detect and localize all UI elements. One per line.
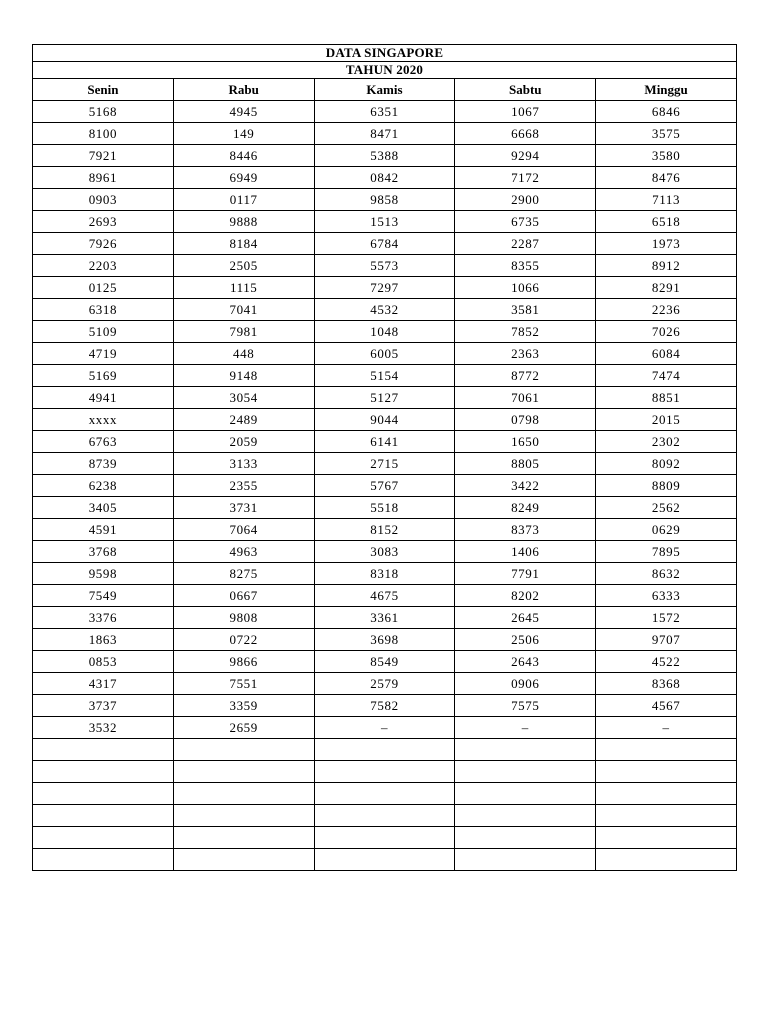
table-cell-kamis: 8318 (314, 563, 455, 585)
table-cell-minggu (596, 739, 737, 761)
table-cell-sabtu: 8772 (455, 365, 596, 387)
table-cell-sabtu: 1406 (455, 541, 596, 563)
table-cell-rabu: 2505 (173, 255, 314, 277)
table-cell-minggu: 9707 (596, 629, 737, 651)
table-cell-minggu: 7474 (596, 365, 737, 387)
table-cell-senin: 6318 (33, 299, 174, 321)
table-cell-kamis (314, 783, 455, 805)
table-cell-kamis: 4532 (314, 299, 455, 321)
table-cell-senin: 7549 (33, 585, 174, 607)
table-cell-senin: 4591 (33, 519, 174, 541)
column-header-sabtu: Sabtu (455, 79, 596, 101)
table-cell-kamis: 2715 (314, 453, 455, 475)
table-cell-senin (33, 783, 174, 805)
table-cell-sabtu: 7172 (455, 167, 596, 189)
column-header-senin: Senin (33, 79, 174, 101)
table-cell-minggu: 8092 (596, 453, 737, 475)
table-cell-sabtu: 2643 (455, 651, 596, 673)
table-cell-rabu (173, 761, 314, 783)
table-cell-minggu: 3575 (596, 123, 737, 145)
table-cell-kamis: 2579 (314, 673, 455, 695)
table-row (33, 453, 737, 475)
table-row (33, 123, 737, 145)
table-cell-senin: 0125 (33, 277, 174, 299)
table-cell-kamis: 5388 (314, 145, 455, 167)
table-cell-senin: xxxx (33, 409, 174, 431)
table-row (33, 475, 737, 497)
table-cell-rabu: 3359 (173, 695, 314, 717)
table-cell-senin: 7921 (33, 145, 174, 167)
table-cell-senin: 8100 (33, 123, 174, 145)
table-cell-kamis: 8549 (314, 651, 455, 673)
table-cell-minggu: 3580 (596, 145, 737, 167)
table-cell-sabtu (455, 805, 596, 827)
table-cell-sabtu: 3581 (455, 299, 596, 321)
table-row (33, 233, 737, 255)
table-row (33, 519, 737, 541)
table-cell-kamis (314, 849, 455, 871)
table-cell-senin: 5168 (33, 101, 174, 123)
table-row (33, 739, 737, 761)
table-cell-minggu: 7113 (596, 189, 737, 211)
table-cell-rabu: 2059 (173, 431, 314, 453)
table-cell-kamis: 5573 (314, 255, 455, 277)
table-cell-kamis (314, 805, 455, 827)
table-cell-kamis: – (314, 717, 455, 739)
table-cell-kamis (314, 739, 455, 761)
table-row (33, 211, 737, 233)
table-cell-kamis: 5154 (314, 365, 455, 387)
table-cell-minggu: 2562 (596, 497, 737, 519)
table-cell-senin: 5109 (33, 321, 174, 343)
table-cell-sabtu (455, 761, 596, 783)
table-cell-rabu: 6949 (173, 167, 314, 189)
table-cell-minggu: – (596, 717, 737, 739)
table-cell-minggu (596, 805, 737, 827)
table-cell-rabu (173, 739, 314, 761)
table-cell-rabu: 2659 (173, 717, 314, 739)
table-cell-sabtu: 2363 (455, 343, 596, 365)
table-row (33, 145, 737, 167)
table-cell-minggu (596, 827, 737, 849)
table-cell-rabu (173, 849, 314, 871)
table-cell-sabtu: 3422 (455, 475, 596, 497)
table-cell-sabtu: 0906 (455, 673, 596, 695)
table-cell-minggu: 8476 (596, 167, 737, 189)
table-cell-rabu: 4963 (173, 541, 314, 563)
table-cell-kamis: 4675 (314, 585, 455, 607)
table-cell-senin: 1863 (33, 629, 174, 651)
table-cell-rabu: 7981 (173, 321, 314, 343)
table-cell-rabu (173, 805, 314, 827)
table-cell-senin: 9598 (33, 563, 174, 585)
table-cell-sabtu: 7575 (455, 695, 596, 717)
table-cell-senin: 6763 (33, 431, 174, 453)
table-cell-kamis: 8471 (314, 123, 455, 145)
document-sheet (32, 44, 736, 871)
table-cell-senin: 3405 (33, 497, 174, 519)
table-cell-rabu: 7064 (173, 519, 314, 541)
table-cell-sabtu: 6668 (455, 123, 596, 145)
table-row (33, 805, 737, 827)
table-cell-senin: 4941 (33, 387, 174, 409)
table-cell-sabtu: 7791 (455, 563, 596, 585)
table-cell-rabu: 7551 (173, 673, 314, 695)
table-cell-sabtu: 8373 (455, 519, 596, 541)
table-row (33, 563, 737, 585)
table-cell-kamis: 0842 (314, 167, 455, 189)
table-cell-senin (33, 827, 174, 849)
table-cell-kamis: 5127 (314, 387, 455, 409)
table-cell-senin: 2203 (33, 255, 174, 277)
table-row (33, 849, 737, 871)
table-cell-minggu: 1973 (596, 233, 737, 255)
table-row (33, 365, 737, 387)
table-cell-rabu (173, 783, 314, 805)
table-cell-rabu: 9148 (173, 365, 314, 387)
table-cell-minggu: 1572 (596, 607, 737, 629)
table-cell-rabu: 0117 (173, 189, 314, 211)
table-row (33, 321, 737, 343)
table-cell-rabu: 8275 (173, 563, 314, 585)
table-cell-senin: 0903 (33, 189, 174, 211)
table-cell-minggu: 2015 (596, 409, 737, 431)
table-title: DATA SINGAPORE (33, 45, 737, 62)
table-row (33, 409, 737, 431)
table-cell-sabtu: 7852 (455, 321, 596, 343)
table-cell-rabu: 4945 (173, 101, 314, 123)
table-cell-rabu: 7041 (173, 299, 314, 321)
table-cell-sabtu: 1650 (455, 431, 596, 453)
table-cell-minggu: 7026 (596, 321, 737, 343)
table-cell-kamis: 6784 (314, 233, 455, 255)
table-cell-minggu: 8291 (596, 277, 737, 299)
table-row (33, 717, 737, 739)
table-cell-kamis (314, 827, 455, 849)
column-header-minggu: Minggu (596, 79, 737, 101)
table-cell-rabu: 0667 (173, 585, 314, 607)
table-row (33, 695, 737, 717)
table-cell-kamis: 6351 (314, 101, 455, 123)
table-cell-minggu: 8368 (596, 673, 737, 695)
table-cell-sabtu (455, 849, 596, 871)
table-cell-senin: 3737 (33, 695, 174, 717)
table-cell-kamis: 9044 (314, 409, 455, 431)
table-row (33, 101, 737, 123)
table-cell-kamis: 3361 (314, 607, 455, 629)
table-row (33, 651, 737, 673)
table-cell-sabtu: 6735 (455, 211, 596, 233)
table-row (33, 497, 737, 519)
table-cell-sabtu: 8355 (455, 255, 596, 277)
table-cell-kamis: 8152 (314, 519, 455, 541)
table-cell-kamis: 6141 (314, 431, 455, 453)
table-row (33, 585, 737, 607)
table-row (33, 673, 737, 695)
table-cell-senin: 6238 (33, 475, 174, 497)
table-cell-rabu: 9888 (173, 211, 314, 233)
table-cell-sabtu: – (455, 717, 596, 739)
table-cell-minggu: 0629 (596, 519, 737, 541)
table-cell-minggu: 2302 (596, 431, 737, 453)
table-cell-senin: 8961 (33, 167, 174, 189)
table-cell-minggu (596, 761, 737, 783)
table-cell-minggu: 2236 (596, 299, 737, 321)
table-cell-sabtu: 0798 (455, 409, 596, 431)
table-row (33, 255, 737, 277)
table-cell-kamis: 6005 (314, 343, 455, 365)
table-cell-minggu: 8851 (596, 387, 737, 409)
table-row (33, 431, 737, 453)
table-cell-kamis: 3083 (314, 541, 455, 563)
table-cell-sabtu: 1066 (455, 277, 596, 299)
table-cell-minggu (596, 849, 737, 871)
table-cell-minggu: 6333 (596, 585, 737, 607)
table-row (33, 783, 737, 805)
table-cell-kamis: 5518 (314, 497, 455, 519)
table-row (33, 277, 737, 299)
table-cell-sabtu: 8805 (455, 453, 596, 475)
table-row (33, 541, 737, 563)
table-cell-senin: 7926 (33, 233, 174, 255)
table-cell-sabtu: 9294 (455, 145, 596, 167)
table-cell-rabu: 3054 (173, 387, 314, 409)
table-cell-sabtu (455, 739, 596, 761)
table-cell-senin (33, 805, 174, 827)
table-cell-kamis: 1048 (314, 321, 455, 343)
header-row (33, 79, 737, 101)
table-cell-sabtu: 2645 (455, 607, 596, 629)
table-cell-sabtu: 8249 (455, 497, 596, 519)
table-cell-minggu: 6846 (596, 101, 737, 123)
column-header-kamis: Kamis (314, 79, 455, 101)
table-cell-senin: 3768 (33, 541, 174, 563)
table-cell-rabu: 8446 (173, 145, 314, 167)
table-cell-sabtu: 1067 (455, 101, 596, 123)
table-cell-rabu: 9808 (173, 607, 314, 629)
table-cell-minggu: 8912 (596, 255, 737, 277)
table-cell-minggu: 8809 (596, 475, 737, 497)
table-cell-minggu: 4567 (596, 695, 737, 717)
table-cell-senin: 8739 (33, 453, 174, 475)
table-cell-kamis: 9858 (314, 189, 455, 211)
table-cell-kamis: 3698 (314, 629, 455, 651)
table-cell-rabu: 0722 (173, 629, 314, 651)
table-row (33, 761, 737, 783)
table-row (33, 189, 737, 211)
table-subtitle: TAHUN 2020 (33, 62, 737, 79)
data-table (32, 44, 737, 871)
table-cell-rabu: 8184 (173, 233, 314, 255)
table-cell-kamis: 1513 (314, 211, 455, 233)
table-cell-minggu: 8632 (596, 563, 737, 585)
table-cell-rabu: 149 (173, 123, 314, 145)
table-cell-senin: 5169 (33, 365, 174, 387)
table-cell-senin: 0853 (33, 651, 174, 673)
table-row (33, 167, 737, 189)
table-row (33, 343, 737, 365)
table-cell-minggu: 6084 (596, 343, 737, 365)
table-cell-kamis: 7582 (314, 695, 455, 717)
table-body (33, 101, 737, 871)
table-row (33, 607, 737, 629)
table-cell-senin: 3376 (33, 607, 174, 629)
table-cell-sabtu (455, 783, 596, 805)
table-cell-sabtu (455, 827, 596, 849)
table-cell-minggu (596, 783, 737, 805)
table-cell-senin (33, 849, 174, 871)
table-cell-rabu: 448 (173, 343, 314, 365)
title-row (33, 45, 737, 62)
table-cell-rabu: 9866 (173, 651, 314, 673)
table-row (33, 827, 737, 849)
table-cell-rabu: 3133 (173, 453, 314, 475)
subtitle-row (33, 62, 737, 79)
table-cell-rabu: 2489 (173, 409, 314, 431)
table-cell-rabu: 2355 (173, 475, 314, 497)
table-row (33, 299, 737, 321)
table-cell-sabtu: 2287 (455, 233, 596, 255)
table-cell-sabtu: 7061 (455, 387, 596, 409)
table-cell-sabtu: 2900 (455, 189, 596, 211)
table-cell-senin (33, 761, 174, 783)
table-cell-minggu: 4522 (596, 651, 737, 673)
table-cell-kamis: 5767 (314, 475, 455, 497)
table-cell-kamis: 7297 (314, 277, 455, 299)
table-cell-senin: 3532 (33, 717, 174, 739)
table-row (33, 629, 737, 651)
table-cell-senin: 4317 (33, 673, 174, 695)
table-cell-sabtu: 8202 (455, 585, 596, 607)
table-cell-senin: 4719 (33, 343, 174, 365)
table-cell-rabu (173, 827, 314, 849)
column-header-rabu: Rabu (173, 79, 314, 101)
table-cell-minggu: 7895 (596, 541, 737, 563)
table-cell-senin (33, 739, 174, 761)
table-cell-sabtu: 2506 (455, 629, 596, 651)
table-cell-rabu: 3731 (173, 497, 314, 519)
table-row (33, 387, 737, 409)
table-cell-senin: 2693 (33, 211, 174, 233)
table-cell-kamis (314, 761, 455, 783)
table-cell-rabu: 1115 (173, 277, 314, 299)
table-cell-minggu: 6518 (596, 211, 737, 233)
